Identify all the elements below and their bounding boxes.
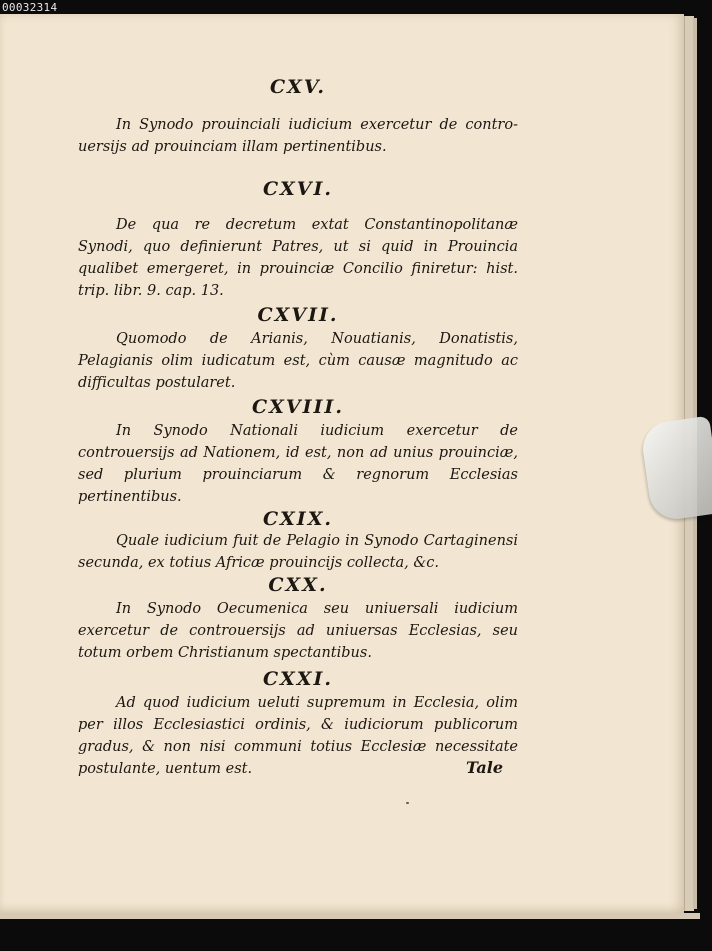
section-text: In Synodo Oecumenica seu uniuersali iudicium exercetur de controuersijs ad uniuersas Ecclesias, seu totum orbem Christianum spectantibus. [78,601,518,661]
section-numeral: CXVIII. [252,396,344,418]
scan-id-label: 00032314 [2,1,58,14]
ink-speck [406,802,409,804]
section-text: Ad quod iudicium ueluti supremum in Ecclesia, olim per illos Ecclesiastici ordinis, & iudiciorum publicorum gradus, & non nisi communi totius Ecclesiæ necessitate postulante, uentum est. [78,695,518,777]
section-text: Quale iudicium fuit de Pelagio in Synodo Cartaginensi secunda, ex totius Africæ prouincijs collecta, &c. [78,533,518,571]
section-numeral: CXXI. [262,668,334,690]
page-bottom-edge [0,913,700,919]
section-text: De qua re decretum extat Constantinopolitanæ Synodi, quo definierunt Patres, ut si quid in Prouincia qualibet emergeret, in prouinciæ Concilio finiretur: hist. trip. libr. 9. cap. 13. [78,217,518,299]
section-text: In Synodo Nationali iudicium exercetur de controuersijs ad Nationem, id est, non ad unius prouinciæ, sed plurium prouinciarum & regnorum Ecclesias pertinentibus. [78,423,518,505]
section-numeral: CXV. [270,76,326,98]
section-text: Quomodo de Arianis, Nouatianis, Donatistis, Pelagianis olim iudicatum est, cùm causæ magnitudo ac difficultas postularet. [78,331,518,391]
text-block [78,62,518,780]
section-numeral: CXX. [268,574,328,596]
section-numeral: CXVII. [257,304,339,326]
section-numeral: CXVI. [262,178,334,200]
section-numeral: CXIX. [262,508,334,530]
section-text: In Synodo prouinciali iudicium exercetur de contro-uersijs ad prouinciam illam pertinentibus. [78,117,518,155]
catchword: Tale [466,758,503,777]
